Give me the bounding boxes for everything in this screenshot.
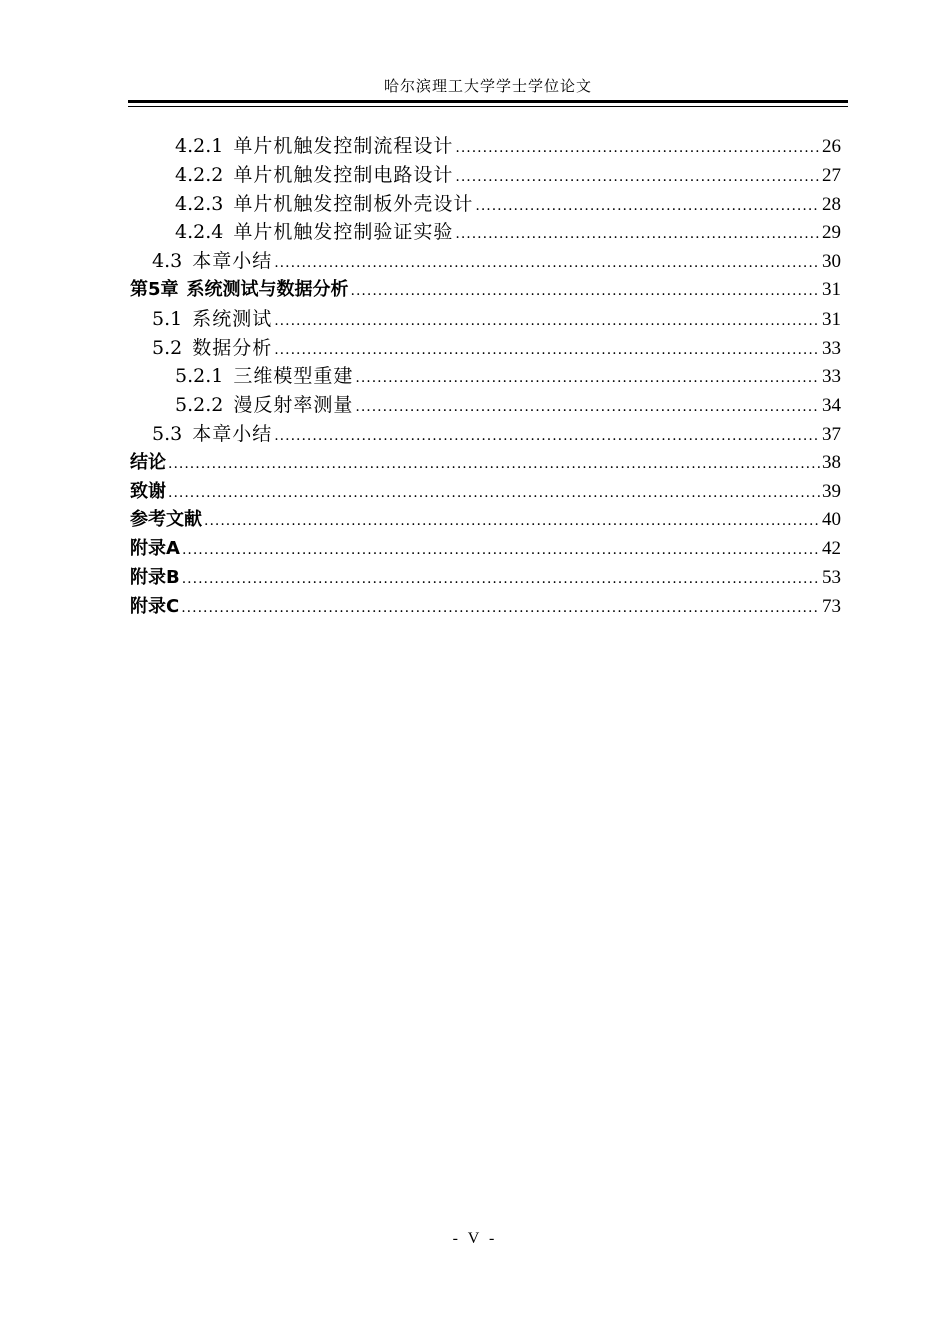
table-of-contents bbox=[130, 132, 841, 622]
toc-entry-title: 附录B bbox=[130, 566, 180, 588]
toc-entry-page: 33 bbox=[822, 366, 841, 388]
toc-entry-number: 4.2.2 bbox=[175, 163, 224, 186]
page-number: - V - bbox=[452, 1230, 498, 1247]
toc-entry[interactable] bbox=[130, 478, 841, 507]
toc-entry-number: 5.1 bbox=[152, 307, 183, 330]
toc-dot-leader bbox=[455, 220, 820, 249]
toc-entry-title: 单片机触发控制流程设计 bbox=[233, 135, 454, 157]
toc-dot-leader bbox=[351, 277, 820, 306]
toc-entry-page: 27 bbox=[822, 164, 841, 186]
toc-entry-number: 5.2 bbox=[152, 336, 183, 359]
toc-entry-title: 本章小结 bbox=[192, 250, 273, 273]
toc-dot-leader bbox=[182, 565, 820, 594]
toc-entry-number: 4.3 bbox=[152, 250, 183, 273]
toc-dot-leader bbox=[274, 307, 820, 336]
toc-entry-page: 31 bbox=[822, 308, 841, 330]
toc-entry-title: 数据分析 bbox=[192, 336, 273, 359]
toc-entry-title: 附录C bbox=[130, 595, 180, 617]
toc-entry-number: 4.2.4 bbox=[175, 221, 224, 244]
toc-entry-page: 53 bbox=[822, 566, 841, 588]
header-rule-thin bbox=[128, 106, 848, 107]
toc-entry[interactable] bbox=[130, 190, 841, 219]
toc-entry-page: 30 bbox=[822, 251, 841, 273]
toc-entry[interactable] bbox=[130, 362, 841, 391]
toc-entry-title: 漫反射率测量 bbox=[233, 394, 354, 417]
toc-dot-leader bbox=[168, 450, 820, 479]
toc-dot-leader bbox=[274, 249, 820, 278]
toc-entry[interactable] bbox=[130, 420, 841, 449]
header-rule-thick bbox=[128, 100, 848, 103]
toc-entry-page: 31 bbox=[822, 278, 841, 300]
toc-entry-page: 37 bbox=[822, 423, 841, 445]
toc-entry-page: 34 bbox=[822, 395, 841, 417]
toc-dot-leader bbox=[475, 192, 820, 221]
toc-entry-page: 73 bbox=[822, 595, 841, 617]
toc-dot-leader bbox=[355, 393, 820, 422]
toc-dot-leader bbox=[274, 422, 820, 451]
toc-entry-number: 4.2.1 bbox=[175, 135, 224, 157]
toc-entry-number: 第5章 bbox=[130, 278, 179, 300]
toc-entry-page: 26 bbox=[822, 136, 841, 157]
toc-entry-page: 42 bbox=[822, 538, 841, 560]
toc-entry-title: 单片机触发控制验证实验 bbox=[233, 221, 454, 244]
toc-entry-title: 单片机触发控制板外壳设计 bbox=[233, 192, 474, 215]
toc-dot-leader bbox=[168, 479, 820, 508]
toc-entry-number: 5.2.1 bbox=[175, 365, 224, 388]
toc-entry-title: 单片机触发控制电路设计 bbox=[233, 163, 454, 186]
toc-entry-page: 40 bbox=[822, 509, 841, 531]
toc-entry-page: 39 bbox=[822, 480, 841, 502]
toc-entry[interactable] bbox=[130, 305, 841, 334]
toc-entry-title: 附录A bbox=[130, 538, 180, 560]
toc-entry-page: 29 bbox=[822, 222, 841, 244]
toc-entry-title: 结论 bbox=[130, 451, 166, 473]
toc-entry[interactable] bbox=[130, 506, 841, 535]
toc-dot-leader bbox=[355, 364, 820, 393]
toc-entry[interactable] bbox=[130, 334, 841, 363]
toc-dot-leader bbox=[204, 507, 820, 536]
toc-entry[interactable] bbox=[130, 132, 841, 161]
toc-entry-number: 5.2.2 bbox=[175, 394, 224, 417]
toc-entry[interactable] bbox=[130, 391, 841, 420]
toc-entry[interactable] bbox=[130, 535, 841, 564]
toc-entry[interactable] bbox=[130, 247, 841, 276]
toc-entry-title: 系统测试 bbox=[192, 307, 273, 330]
toc-entry[interactable] bbox=[130, 564, 841, 593]
toc-entry[interactable] bbox=[130, 161, 841, 190]
toc-dot-leader bbox=[274, 336, 820, 365]
toc-dot-leader bbox=[182, 536, 820, 565]
toc-entry[interactable] bbox=[130, 218, 841, 247]
toc-dot-leader bbox=[181, 594, 820, 623]
toc-entry[interactable] bbox=[130, 593, 841, 622]
running-header: 哈尔滨理工大学学士学位论文 bbox=[383, 77, 592, 95]
toc-entry-page: 33 bbox=[822, 337, 841, 359]
toc-dot-leader bbox=[455, 134, 820, 163]
toc-entry-number: 4.2.3 bbox=[175, 192, 224, 215]
toc-entry-page: 28 bbox=[822, 193, 841, 215]
toc-entry[interactable] bbox=[130, 276, 841, 305]
toc-entry-title: 三维模型重建 bbox=[233, 365, 354, 388]
toc-entry[interactable] bbox=[130, 449, 841, 478]
toc-dot-leader bbox=[455, 163, 820, 192]
toc-entry-page: 38 bbox=[822, 451, 841, 473]
toc-entry-title: 致谢 bbox=[130, 480, 166, 502]
toc-entry-title: 参考文献 bbox=[130, 509, 202, 531]
toc-entry-title: 本章小结 bbox=[192, 422, 273, 445]
toc-entry-title: 系统测试与数据分析 bbox=[186, 278, 349, 300]
toc-entry-number: 5.3 bbox=[152, 422, 183, 445]
